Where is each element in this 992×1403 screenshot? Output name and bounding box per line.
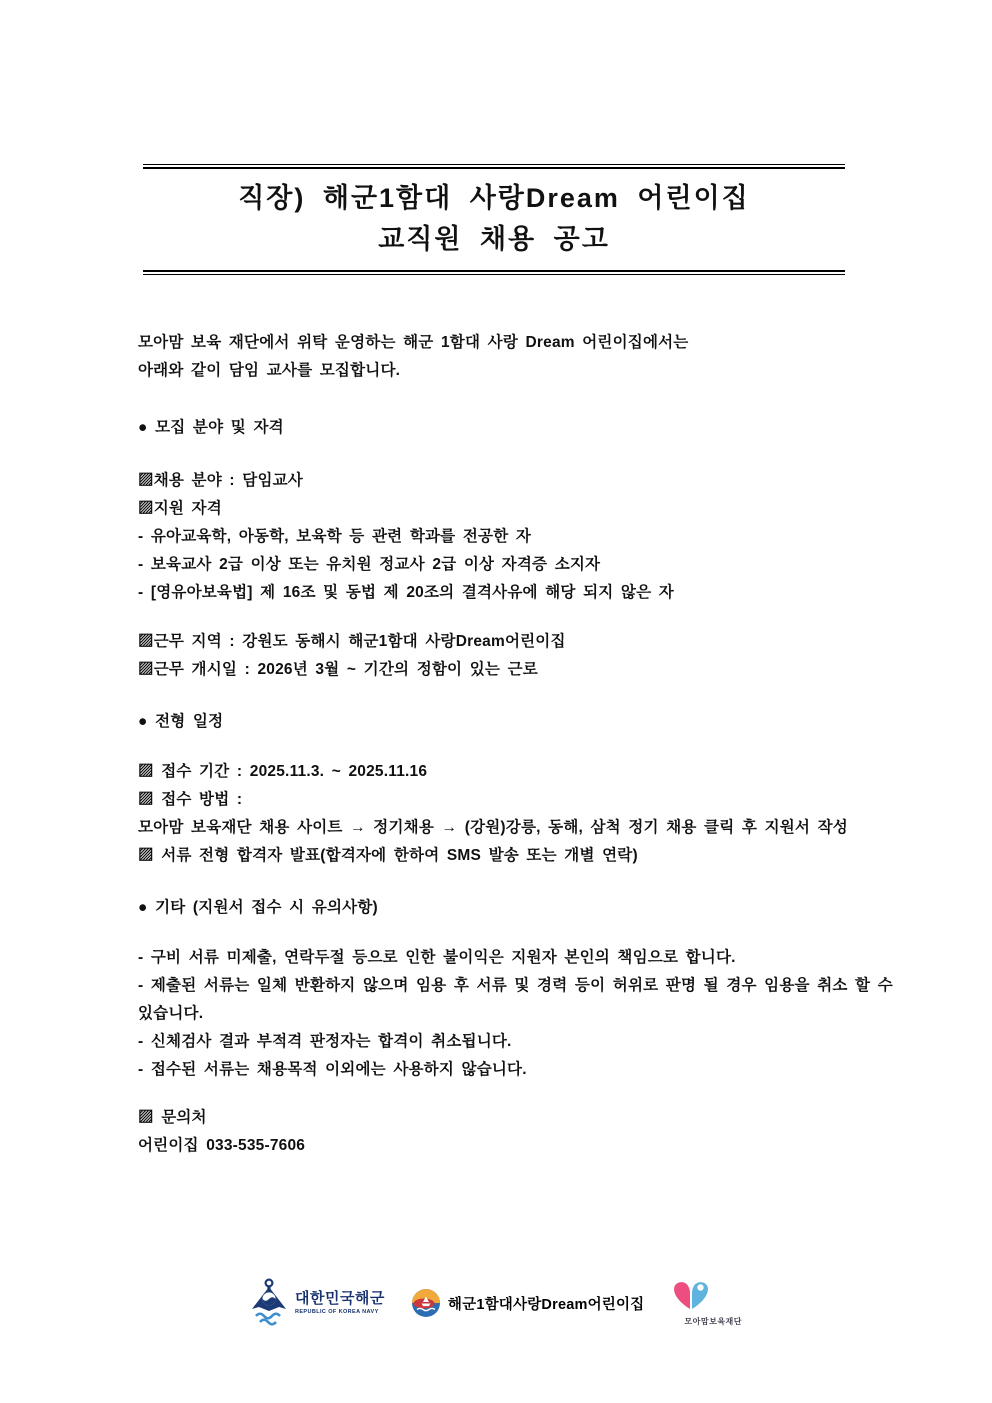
text-line: 모아맘 보육 재단에서 위탁 운영하는 해군 1함대 사랑 Dream 어린이집에서는 xyxy=(138,334,689,351)
text-line: - 유아교육학, 아동학, 보육학 등 관련 학과를 전공한 자 xyxy=(138,528,532,545)
foundation-logo-label: 모아맘보육재단 xyxy=(684,1317,743,1326)
text-line: - 보육교사 2급 이상 또는 유치원 정교사 2급 이상 자격증 소지자 xyxy=(138,556,601,573)
daycare-logo xyxy=(411,1288,644,1318)
text-line: ▨채용 분야 : 담임교사 xyxy=(138,472,303,489)
section-work-lines xyxy=(138,628,896,684)
daycare-logo-label: 해군1함대사랑Dream어린이집 xyxy=(447,1296,645,1313)
section-recruit-lines xyxy=(138,467,896,607)
section-recruit-heading: ● 모집 분야 및 자격 xyxy=(138,419,284,436)
text-line: ▨ 접수 기간 : 2025.11.3. ~ 2025.11.16 xyxy=(138,763,428,780)
text-line: - 접수된 서류는 채용목적 이외에는 사용하지 않습니다. xyxy=(138,1061,527,1078)
document-body xyxy=(138,329,896,1160)
daycare-emblem-icon xyxy=(411,1288,441,1318)
foundation-logo xyxy=(670,1279,742,1327)
intro-paragraph xyxy=(138,329,896,385)
foundation-heart-icon xyxy=(670,1279,712,1311)
navy-logo-subtitle: REPUBLIC OF KOREA NAVY xyxy=(294,1309,379,1315)
section-schedule-lines xyxy=(138,758,896,870)
navy-logo xyxy=(250,1278,385,1328)
text-line: ▨지원 자격 xyxy=(138,500,222,517)
text-line: - 신체검사 결과 부적격 판정자는 합격이 취소됩니다. xyxy=(138,1033,512,1050)
text-line: 모아맘 보육재단 채용 사이트 → 정기채용 → (강원)강릉, 동해, 삼척 정기 채용 클릭 후 지원서 작성 xyxy=(138,819,848,836)
notice-title-box xyxy=(143,164,845,275)
text-line: ▨근무 지역 : 강원도 동해시 해군1함대 사랑Dream어린이집 xyxy=(138,633,566,650)
text-line: ▨ 문의처 xyxy=(138,1109,207,1126)
notice-title-inner xyxy=(143,167,845,272)
section-schedule-heading: ● 전형 일정 xyxy=(138,713,224,730)
text-line: 어린이집 033-535-7606 xyxy=(138,1137,306,1154)
section-etc-lines xyxy=(138,944,896,1084)
notice-title-line2: 교직원 채용 공고 xyxy=(378,224,610,254)
text-line: - 구비 서류 미제출, 연락두절 등으로 인한 불이익은 지원자 본인의 책임으로 합니다. xyxy=(138,949,736,966)
section-etc-heading: ● 기타 (지원서 접수 시 유의사항) xyxy=(138,899,378,916)
text-line: ▨근무 개시일 : 2026년 3월 ~ 기간의 정함이 있는 근로 xyxy=(138,661,538,678)
navy-logo-text xyxy=(295,1291,385,1315)
text-line: 아래와 같이 담임 교사를 모집합니다. xyxy=(138,362,401,379)
text-line: ▨ 서류 전형 합격자 발표(합격자에 한하여 SMS 발송 또는 개별 연락) xyxy=(138,847,638,864)
text-line: - [영유아보육법] 제 16조 및 동법 제 20조의 결격사유에 해당 되지 않은 자 xyxy=(138,584,674,601)
navy-logo-title: 대한민국해군 xyxy=(294,1290,385,1307)
text-line: - 제출된 서류는 일체 반환하지 않으며 임용 후 서류 및 경력 등이 허위로 판명 될 경우 임용을 취소 할 수 있습니다. xyxy=(138,977,893,1022)
text-line: ▨ 접수 방법 : xyxy=(138,791,243,808)
notice-title-line1: 직장) 해군1함대 사랑Dream 어린이집 xyxy=(238,183,750,213)
navy-anchor-icon xyxy=(250,1278,288,1328)
footer-logos xyxy=(0,1278,992,1328)
section-contact-lines xyxy=(138,1104,896,1160)
